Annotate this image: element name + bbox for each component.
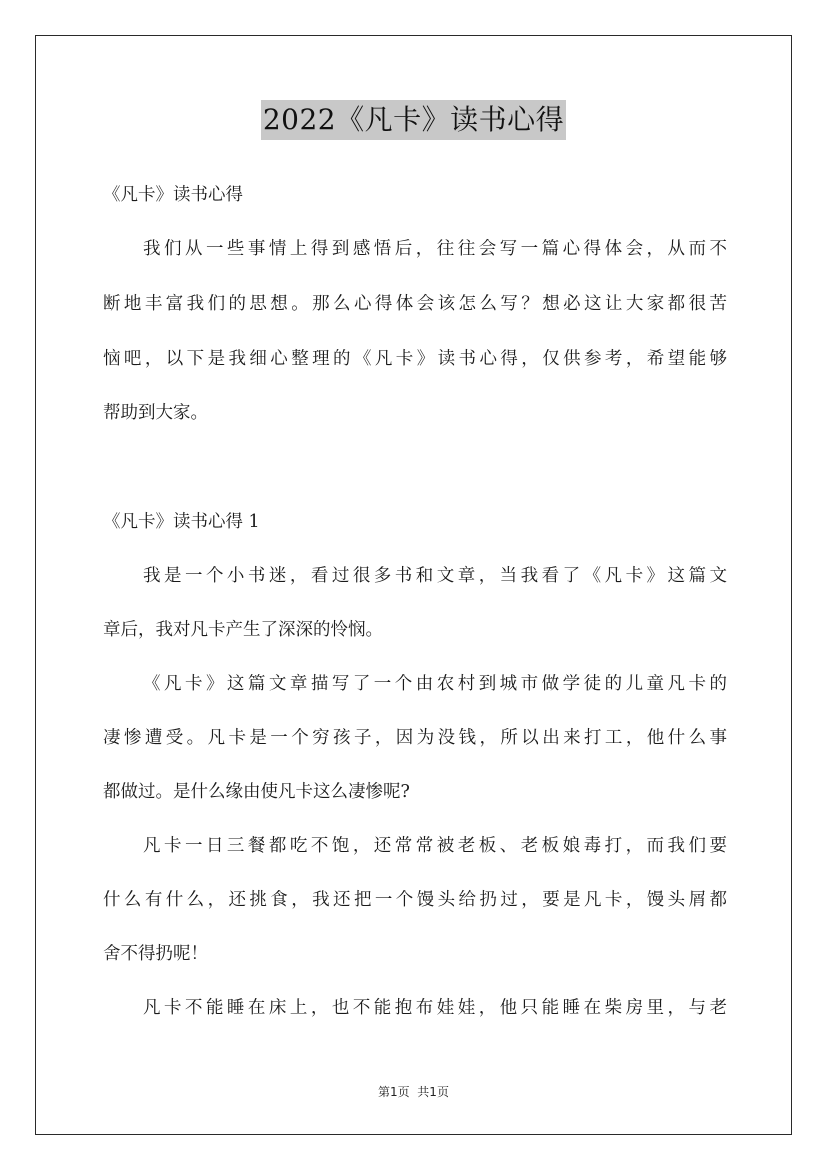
paragraph-line: 章后，我对凡卡产生了深深的怜悯。	[103, 620, 383, 640]
paragraph-line: 凄惨遭受。凡卡是一个穷孩子，因为没钱，所以出来打工，他什么事	[103, 728, 727, 748]
paragraph-line: 恼吧，以下是我细心整理的《凡卡》读书心得，仅供参考，希望能够	[103, 349, 727, 369]
paragraph-line: 我是一个小书迷，看过很多书和文章，当我看了《凡卡》这篇文	[143, 566, 727, 586]
paragraph-line: 凡卡不能睡在床上，也不能抱布娃娃，他只能睡在柴房里，与老	[143, 998, 727, 1018]
paragraph-line: 我们从一些事情上得到感悟后，往往会写一篇心得体会，从而不	[143, 239, 727, 259]
paragraph-line: 《凡卡》这篇文章描写了一个由农村到城市做学徒的儿童凡卡的	[143, 674, 727, 694]
title-container	[0, 100, 827, 140]
paragraph-line: 什么有什么，还挑食，我还把一个馒头给扔过，要是凡卡，馒头屑都	[103, 890, 727, 910]
paragraph-line: 断地丰富我们的思想。那么心得体会该怎么写？想必这让大家都很苦	[103, 294, 727, 314]
paragraph-line: 都做过。是什么缘由使凡卡这么凄惨呢?	[103, 782, 410, 802]
section-heading: 《凡卡》读书心得	[103, 185, 243, 205]
paragraph-line: 帮助到大家。	[103, 403, 208, 423]
paragraph-line: 舍不得扔呢！	[103, 944, 208, 964]
paragraph-line: 凡卡一日三餐都吃不饱，还常常被老板、老板娘毒打，而我们要	[143, 836, 727, 856]
document-title: 2022《凡卡》读书心得	[261, 100, 566, 140]
section-heading: 《凡卡》读书心得 1	[103, 512, 260, 532]
page-number: 第1页 共1页	[378, 1085, 449, 1099]
page-footer	[0, 1083, 827, 1100]
